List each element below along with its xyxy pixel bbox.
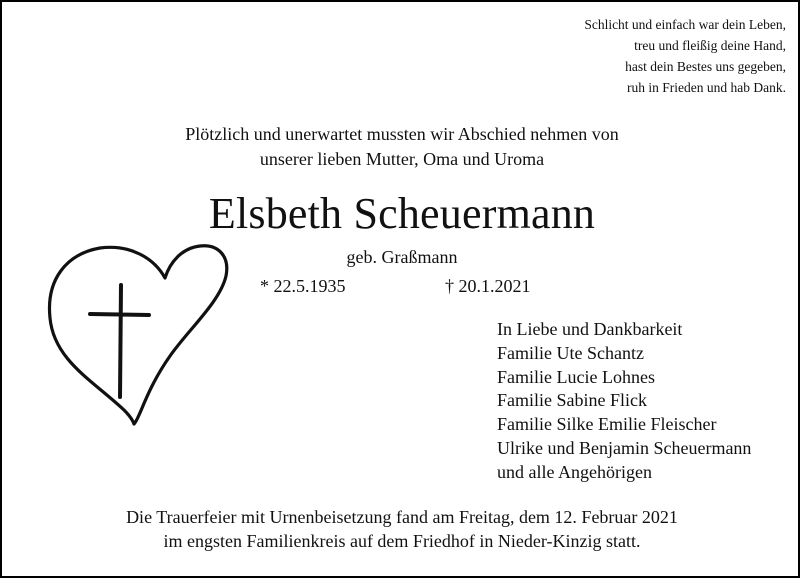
intro-line: Plötzlich und unerwartet mussten wir Abschied nehmen von xyxy=(185,124,619,144)
funeral-line: im engsten Familienkreis auf dem Friedhof in Nieder-Kinzig statt. xyxy=(163,531,641,551)
poem-line: treu und fleißig deine Hand, xyxy=(634,38,786,53)
mourner-line: Familie Sabine Flick xyxy=(497,390,647,411)
cross-icon xyxy=(90,285,149,397)
funeral-line: Die Trauerfeier mit Urnenbeisetzung fand am Freitag, dem 12. Februar 2021 xyxy=(126,507,678,527)
heart-with-cross-icon xyxy=(34,240,254,440)
poem-line: ruh in Frieden und hab Dank. xyxy=(627,80,786,95)
mourner-line: In Liebe und Dankbarkeit xyxy=(497,319,683,339)
mourners xyxy=(497,318,797,485)
poem-line: Schlicht und einfach war dein Leben, xyxy=(584,17,786,32)
intro-text xyxy=(2,122,800,172)
mourner-line: Familie Ute Schantz xyxy=(497,342,644,363)
death-date: † 20.1.2021 xyxy=(445,276,531,296)
birth-date: * 22.5.1935 xyxy=(260,276,346,296)
maiden-name: geb. Graßmann xyxy=(346,247,458,267)
mourner-line: Familie Lucie Lohnes xyxy=(497,366,655,387)
mourner-line: und alle Angehörigen xyxy=(497,461,652,482)
heart-outline xyxy=(49,246,226,424)
poem xyxy=(456,14,786,98)
funeral-info xyxy=(2,505,800,553)
poem-line: hast dein Bestes uns gegeben, xyxy=(625,59,786,74)
intro-line: unserer lieben Mutter, Oma und Uroma xyxy=(259,149,545,169)
mourner-line: Familie Silke Emilie Fleischer xyxy=(497,414,717,435)
deceased-name: Elsbeth Scheuermann xyxy=(208,189,596,238)
mourner-line: Ulrike und Benjamin Scheuermann xyxy=(497,437,752,458)
